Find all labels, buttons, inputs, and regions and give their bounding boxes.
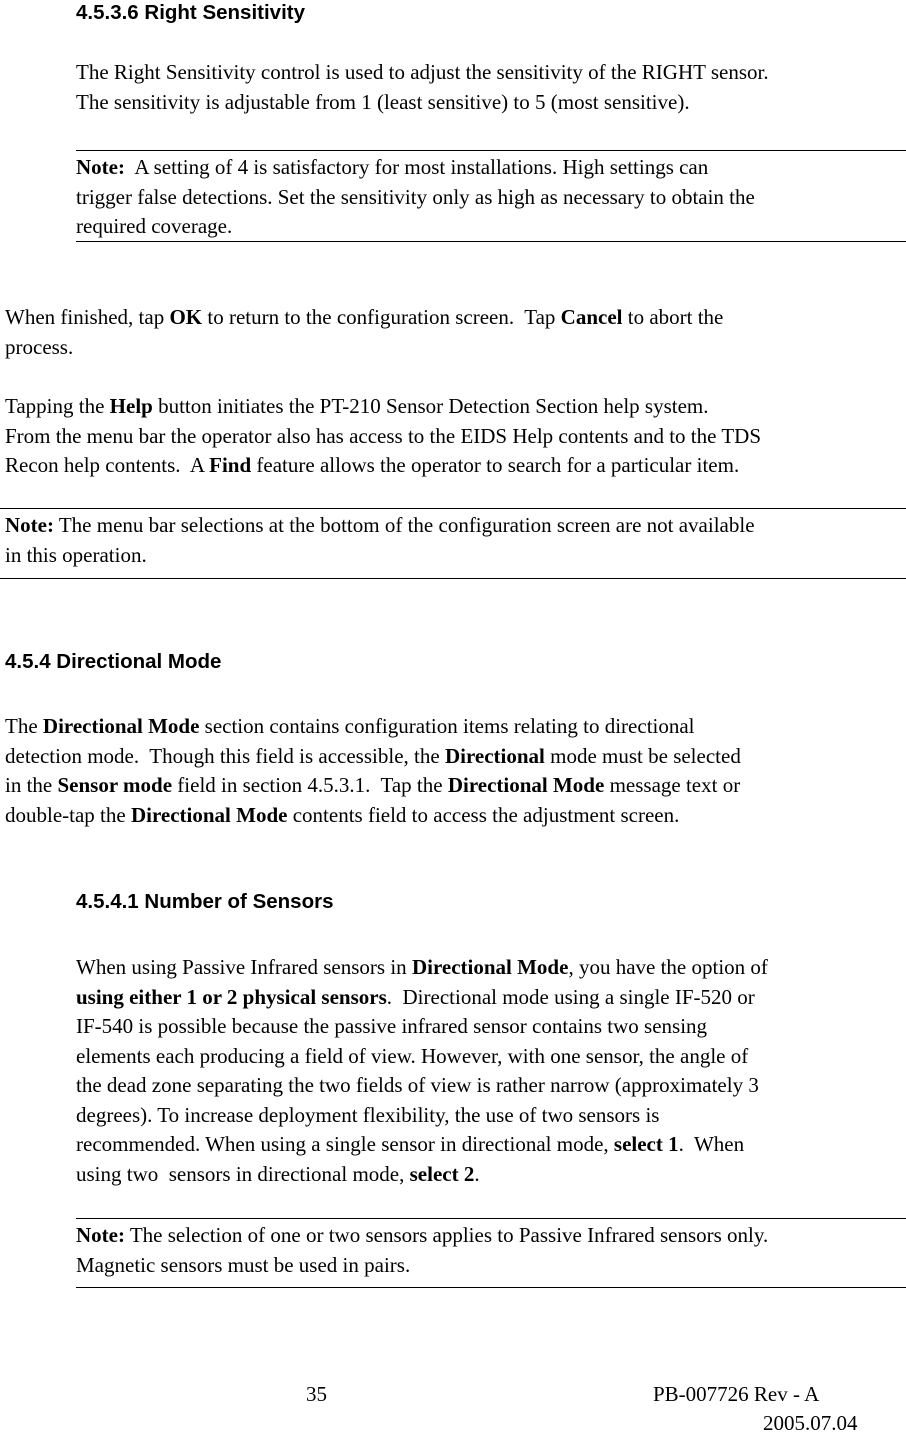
- text-run: contents field to access the adjustment screen.: [287, 802, 680, 827]
- text-line: in this operation.: [5, 542, 147, 567]
- text-run: When using Passive Infrared sensors in: [76, 955, 412, 979]
- text-run: The menu bar selections at the bottom of the configuration screen are not available: [53, 513, 755, 537]
- text-line: trigger false detections. Set the sensitivity only as high as necessary to obtain the: [76, 184, 755, 209]
- find-term: Find: [209, 453, 252, 477]
- section-heading-454: 4.5.4 Directional Mode: [5, 650, 222, 673]
- directional-mode-term: Directional Mode: [411, 955, 569, 979]
- text-run: to return to the configuration screen. Tap: [202, 305, 561, 329]
- text-run: using two sensors in directional mode,: [76, 1161, 410, 1186]
- text-run: message text or: [604, 773, 741, 797]
- text-run: to abort the: [622, 305, 724, 329]
- paragraph-number-of-sensors: [76, 953, 768, 1189]
- section-heading-4536: 4.5.3.6 Right Sensitivity: [76, 1, 305, 24]
- text-run: The selection of one or two sensors applies to Passive Infrared sensors only.: [124, 1223, 769, 1247]
- text-run: detection mode. Though this field is accessible, the: [5, 743, 445, 768]
- text-line: degrees). To increase deployment flexibility, the use of two sensors is: [76, 1102, 660, 1127]
- select-2-term: select 2: [409, 1161, 475, 1186]
- note-menu-bar: [0, 508, 906, 579]
- document-date: 2005.07.04: [763, 1411, 858, 1435]
- paragraph-help: [5, 392, 761, 481]
- text-run: double-tap the: [5, 802, 131, 827]
- text-run: When finished, tap: [5, 305, 170, 329]
- note-sensitivity: [76, 150, 906, 242]
- select-1-term: select 1: [613, 1132, 679, 1156]
- note-sensor-types: [76, 1218, 906, 1288]
- text-run: field in section 4.5.3.1. Tap the: [172, 773, 448, 797]
- help-term: Help: [109, 394, 153, 418]
- text-run: The: [5, 714, 43, 738]
- text-run: button initiates the PT-210 Sensor Detection Section help system.: [152, 394, 709, 418]
- sensor-option-term: using either 1 or 2 physical sensors: [76, 984, 387, 1009]
- directional-mode-term: Directional Mode: [447, 773, 605, 797]
- paragraph-right-sensitivity: [76, 58, 769, 117]
- text-line: A setting of 4 is satisfactory for most installations. High settings can: [124, 155, 709, 179]
- text-line: Magnetic sensors must be used in pairs.: [76, 1252, 411, 1277]
- text-line: the dead zone separating the two fields of view is rather narrow (approximately 3: [76, 1073, 759, 1097]
- note-label: Note:: [76, 1223, 125, 1247]
- text-run: feature allows the operator to search for a particular item.: [251, 453, 740, 477]
- note-label: Note:: [5, 513, 54, 537]
- note-label: Note:: [76, 155, 125, 179]
- text-line: process.: [5, 334, 74, 359]
- text-line: elements each producing a field of view. However, with one sensor, the angle of: [76, 1043, 749, 1068]
- directional-mode-term: Directional Mode: [42, 714, 200, 738]
- sensor-mode-term: Sensor mode: [57, 773, 173, 797]
- directional-mode-term: Directional Mode: [130, 802, 288, 827]
- text-line: From the menu bar the operator also has access to the EIDS Help contents and to the TDS: [5, 423, 762, 448]
- text-run: recommended. When using a single sensor in directional mode,: [76, 1132, 614, 1156]
- text-run: . Directional mode using a single IF-520 or: [386, 984, 755, 1009]
- ok-term: OK: [169, 305, 203, 329]
- text-run: , you have the option of: [568, 955, 768, 979]
- text-run: section contains configuration items relating to directional: [199, 714, 695, 738]
- page-number: 35: [306, 1382, 327, 1406]
- document-id: PB-007726 Rev - A: [653, 1382, 820, 1406]
- section-heading-4541: 4.5.4.1 Number of Sensors: [76, 890, 334, 913]
- text-line: required coverage.: [76, 214, 233, 238]
- text-line: IF-540 is possible because the passive infrared sensor contains two sensing: [76, 1014, 708, 1038]
- text-run: .: [474, 1161, 480, 1186]
- directional-term: Directional: [444, 743, 545, 768]
- text-line: The Right Sensitivity control is used to adjust the sensitivity of the RIGHT sensor.: [76, 60, 769, 84]
- paragraph-directional-mode: [5, 712, 741, 830]
- text-run: Recon help contents. A: [5, 453, 210, 477]
- text-run: Tapping the: [5, 394, 110, 418]
- text-line: The sensitivity is adjustable from 1 (least sensitive) to 5 (most sensitive).: [76, 89, 690, 114]
- text-run: in the: [5, 773, 58, 797]
- cancel-term: Cancel: [560, 305, 623, 329]
- paragraph-finish: [5, 303, 723, 362]
- text-run: mode must be selected: [544, 743, 741, 768]
- text-run: . When: [678, 1132, 745, 1156]
